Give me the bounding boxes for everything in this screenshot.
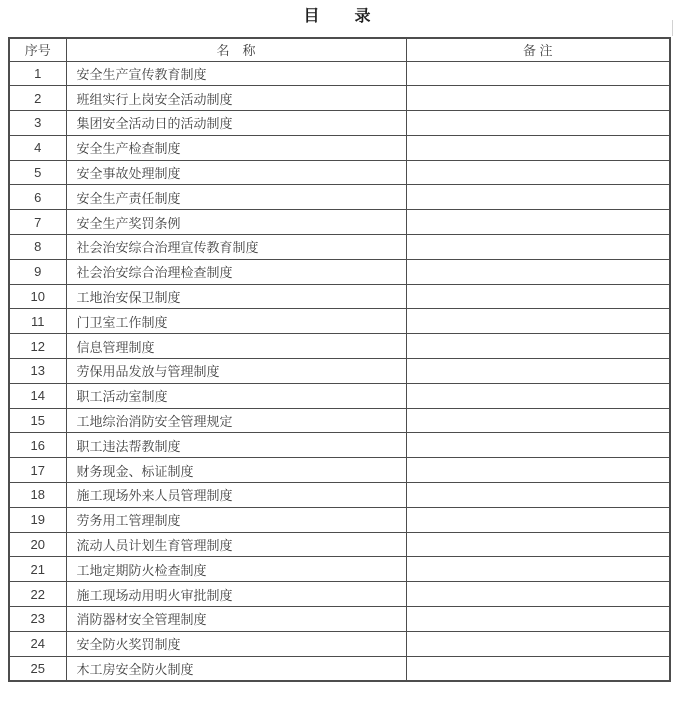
table-row (9, 557, 670, 582)
row-remark-cell (406, 433, 670, 458)
row-name-cell: 信息管理制度 (66, 334, 406, 359)
row-remark-cell (406, 408, 670, 433)
row-name-cell: 集团安全活动日的活动制度 (66, 111, 406, 136)
row-remark-cell (406, 582, 670, 607)
row-number-cell: 1 (9, 61, 66, 86)
row-number-cell: 5 (9, 160, 66, 185)
row-number-cell: 16 (9, 433, 66, 458)
row-remark-cell (406, 135, 670, 160)
row-remark-cell (406, 334, 670, 359)
row-remark-cell (406, 656, 670, 681)
toc-table (8, 37, 671, 682)
table-row (9, 433, 670, 458)
table-row (9, 61, 670, 86)
row-name-cell: 施工现场动用明火审批制度 (66, 582, 406, 607)
row-name-cell: 安全生产责任制度 (66, 185, 406, 210)
row-number-cell: 8 (9, 235, 66, 260)
row-number-cell: 19 (9, 507, 66, 532)
row-remark-cell (406, 235, 670, 260)
row-number-cell: 15 (9, 408, 66, 433)
table-row (9, 582, 670, 607)
table-row (9, 458, 670, 483)
row-remark-cell (406, 631, 670, 656)
row-number-cell: 14 (9, 383, 66, 408)
row-remark-cell (406, 185, 670, 210)
row-name-cell: 安全生产奖罚条例 (66, 210, 406, 235)
header-cell-name: 名 称 (66, 38, 406, 61)
row-name-cell: 社会治安综合治理检查制度 (66, 259, 406, 284)
table-row (9, 185, 670, 210)
table-row (9, 235, 670, 260)
row-name-cell: 安全事故处理制度 (66, 160, 406, 185)
table-row (9, 210, 670, 235)
table-row (9, 284, 670, 309)
row-remark-cell (406, 61, 670, 86)
table-row (9, 111, 670, 136)
row-name-cell: 职工活动室制度 (66, 383, 406, 408)
row-number-cell: 6 (9, 185, 66, 210)
row-name-cell: 流动人员计划生育管理制度 (66, 532, 406, 557)
row-name-cell: 社会治安综合治理宣传教育制度 (66, 235, 406, 260)
table-row (9, 408, 670, 433)
row-number-cell: 20 (9, 532, 66, 557)
row-name-cell: 工地综治消防安全管理规定 (66, 408, 406, 433)
row-number-cell: 24 (9, 631, 66, 656)
row-remark-cell (406, 557, 670, 582)
row-name-cell: 劳保用品发放与管理制度 (66, 359, 406, 384)
row-number-cell: 3 (9, 111, 66, 136)
table-row (9, 383, 670, 408)
row-number-cell: 21 (9, 557, 66, 582)
table-row (9, 359, 670, 384)
row-number-cell: 10 (9, 284, 66, 309)
table-row (9, 507, 670, 532)
row-number-cell: 7 (9, 210, 66, 235)
row-number-cell: 13 (9, 359, 66, 384)
row-number-cell: 23 (9, 607, 66, 632)
table-body (9, 61, 670, 681)
table-row (9, 334, 670, 359)
row-name-cell: 财务现金、标证制度 (66, 458, 406, 483)
row-number-cell: 17 (9, 458, 66, 483)
row-name-cell: 安全生产检查制度 (66, 135, 406, 160)
row-remark-cell (406, 86, 670, 111)
row-remark-cell (406, 483, 670, 508)
row-number-cell: 9 (9, 259, 66, 284)
row-remark-cell (406, 383, 670, 408)
table-header-row (9, 38, 670, 61)
row-name-cell: 安全生产宣传教育制度 (66, 61, 406, 86)
row-name-cell: 安全防火奖罚制度 (66, 631, 406, 656)
table-row (9, 483, 670, 508)
table-row (9, 532, 670, 557)
row-remark-cell (406, 259, 670, 284)
row-name-cell: 施工现场外来人员管理制度 (66, 483, 406, 508)
table-row (9, 86, 670, 111)
row-name-cell: 劳务用工管理制度 (66, 507, 406, 532)
row-name-cell: 门卫室工作制度 (66, 309, 406, 334)
row-name-cell: 班组实行上岗安全活动制度 (66, 86, 406, 111)
row-number-cell: 22 (9, 582, 66, 607)
row-remark-cell (406, 458, 670, 483)
header-cell-remark: 备 注 (406, 38, 670, 61)
row-remark-cell (406, 111, 670, 136)
row-remark-cell (406, 359, 670, 384)
table-row (9, 135, 670, 160)
row-number-cell: 11 (9, 309, 66, 334)
row-remark-cell (406, 532, 670, 557)
row-remark-cell (406, 607, 670, 632)
row-name-cell: 职工违法帮教制度 (66, 433, 406, 458)
row-number-cell: 12 (9, 334, 66, 359)
row-remark-cell (406, 210, 670, 235)
table-row (9, 259, 670, 284)
table-row (9, 160, 670, 185)
row-name-cell: 工地治安保卫制度 (66, 284, 406, 309)
row-number-cell: 25 (9, 656, 66, 681)
table-row (9, 607, 670, 632)
row-number-cell: 4 (9, 135, 66, 160)
page-title: 目 录 (303, 8, 372, 25)
row-name-cell: 木工房安全防火制度 (66, 656, 406, 681)
row-number-cell: 18 (9, 483, 66, 508)
header-cell-index: 序号 (9, 38, 66, 61)
row-name-cell: 工地定期防火检查制度 (66, 557, 406, 582)
window-edge-artifact (672, 20, 673, 36)
table-row (9, 309, 670, 334)
row-remark-cell (406, 507, 670, 532)
table-row (9, 631, 670, 656)
table-row (9, 656, 670, 681)
row-remark-cell (406, 160, 670, 185)
row-name-cell: 消防器材安全管理制度 (66, 607, 406, 632)
row-remark-cell (406, 284, 670, 309)
row-number-cell: 2 (9, 86, 66, 111)
row-remark-cell (406, 309, 670, 334)
